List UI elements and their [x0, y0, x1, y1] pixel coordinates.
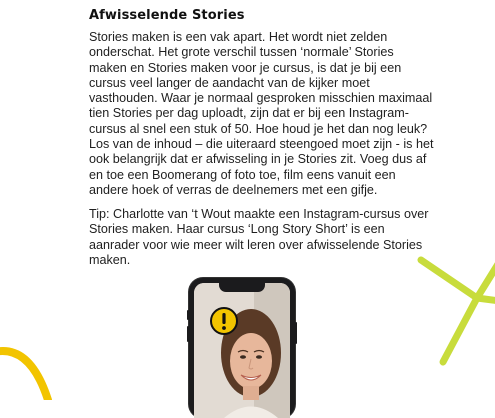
phone-mockup	[189, 278, 295, 418]
phone-side-button	[187, 310, 189, 320]
selfie-photo	[194, 283, 290, 418]
phone-notch	[219, 283, 265, 292]
decorative-burst-shape	[415, 250, 495, 370]
decorative-curve-shape	[0, 340, 60, 400]
tip-paragraph: Tip: Charlotte van ‘t Wout maakte een Instagram-cursus over Stories maken. Haar cursus ‘Long Story Short’ is een aanrader voor wie meer wilt leren over afwisselende Stories maken.	[89, 207, 429, 267]
phone-side-button	[295, 322, 297, 344]
phone-side-button	[187, 326, 189, 342]
article-paragraph: Stories maken is een vak apart. Het wordt niet zelden onderschat. Het grote verschil tussen ‘normale’ Stories maken en Stories maken voor je cursus, is dat je bij een cursus veel langer de aandacht van de kijker moet vasthouden. Waar je normaal gesproken misschien maximaal tien Stories per dag uploadt, zijn dat er bij een Instagram-cursus al snel een stuk of 50. Hoe houd je het dan nog leuk? Los van de inhoud – die uiteraard steengoed moet zijn - is het ook belangrijk dat er afwisseling in je Stories zit. Voeg dus af en toe een Boomerang of foto toe, film eens vanuit een andere hoek of verras de deelnemers met een gifje.	[89, 30, 434, 197]
warning-icon	[209, 306, 239, 336]
article-heading: Afwisselende Stories	[89, 8, 245, 23]
phone-screen	[194, 283, 290, 418]
